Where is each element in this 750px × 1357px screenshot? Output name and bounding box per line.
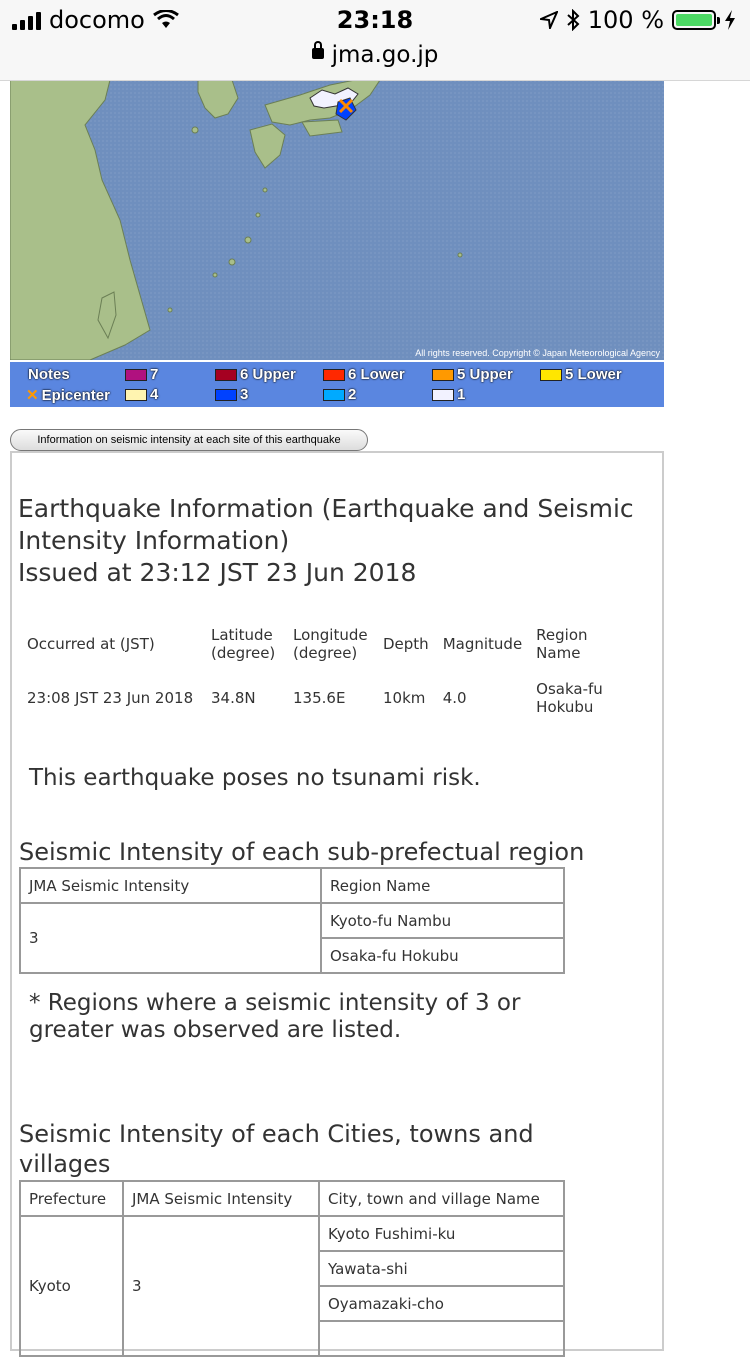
city-section-heading: Seismic Intensity of each Cities, towns and villages [19,1120,534,1178]
legend-item-4 [125,386,158,403]
region-intensity-table [19,867,565,974]
location-arrow-icon [540,11,558,29]
legend-epicenter [26,386,110,404]
status-icons [540,6,736,34]
battery-percent: 100 % [587,6,664,34]
cell-city-name: Oyamazaki-cho [319,1286,564,1321]
cell-city-name: Yawata-shi [319,1251,564,1286]
header-jma-intensity: JMA Seismic Intensity [123,1181,319,1216]
swatch-2 [323,389,345,401]
header-latitude: Latitude (degree) [211,626,276,662]
status-bar [0,0,750,81]
legend-label-7: 7 [150,366,159,383]
listing-note: * Regions where a seismic intensity of 3 or greater was observed are listed. [29,990,521,1043]
header-magnitude: Magnitude [442,635,523,653]
header-city-name: City, town and village Name [319,1181,564,1216]
battery-icon [672,10,716,30]
city-intensity-table [19,1180,565,1357]
bluetooth-icon [566,9,580,31]
earthquake-summary-table [20,622,643,720]
cell-intensity: 3 [20,903,321,973]
swatch-4 [125,389,147,401]
swatch-5-upper [432,369,454,381]
header-jma-intensity: JMA Seismic Intensity [20,868,321,903]
lock-icon [312,48,324,59]
legend-item-6-upper [215,366,296,383]
cell-occurred: 23:08 JST 23 Jun 2018 [27,689,194,707]
clock: 23:18 [336,6,414,34]
legend-label-6-upper: 6 Upper [240,366,296,383]
legend-item-3 [215,386,248,403]
title-issued-line: Issued at 23:12 JST 23 Jun 2018 [18,558,417,587]
table-header-row [20,622,643,666]
table-row [20,903,564,938]
legend-item-2 [323,386,356,403]
legend-label-6-lower: 6 Lower [348,366,405,383]
table-header-row [20,868,564,903]
legend-item-5-upper [432,366,513,383]
swatch-3 [215,389,237,401]
table-row [20,1216,564,1251]
swatch-1 [432,389,454,401]
swatch-6-lower [323,369,345,381]
legend-item-5-lower [540,366,622,383]
cell-city-name-empty [319,1321,564,1356]
header-region: Region Name [536,626,588,662]
site-intensity-info-button[interactable]: Information on seismic intensity at each site of this earthquake [10,429,368,451]
carrier-name: docomo [49,6,145,34]
header-prefecture: Prefecture [20,1181,123,1216]
legend-label-3: 3 [240,386,249,403]
swatch-6-upper [215,369,237,381]
cell-prefecture: Kyoto [20,1216,123,1356]
header-longitude: Longitude (degree) [293,626,368,662]
page-title [18,493,658,589]
table-header-row [20,1181,564,1216]
legend-label-5-lower: 5 Lower [565,366,622,383]
seismic-map [10,80,664,360]
header-occurred: Occurred at (JST) [27,635,155,653]
legend-label-5-upper: 5 Upper [457,366,513,383]
legend-item-6-lower [323,366,405,383]
legend-label-2: 2 [348,386,357,403]
region-section-heading: Seismic Intensity of each sub-prefectual region [19,838,585,866]
header-region-name: Region Name [321,868,564,903]
cell-city-name: Kyoto Fushimi-ku [319,1216,564,1251]
cell-region: Osaka-fu Hokubu [536,680,603,716]
charging-bolt-icon [724,10,736,30]
title-line-1: Earthquake Information (Earthquake and Seismic [18,494,634,523]
url-text: jma.go.jp [331,42,439,68]
cell-magnitude: 4.0 [442,689,467,707]
legend-epicenter-label: Epicenter [41,386,110,404]
legend-notes-label: Notes [28,366,70,383]
swatch-5-lower [540,369,562,381]
swatch-7 [125,369,147,381]
cell-longitude: 135.6E [293,689,346,707]
title-line-2: Intensity Information) [18,526,290,555]
cell-latitude: 34.8N [211,689,256,707]
cell-depth: 10km [383,689,426,707]
legend-label-1: 1 [457,386,466,403]
cell-region-name: Osaka-fu Hokubu [321,938,564,973]
map-copyright: All rights reserved. Copyright © Japan Meteorological Agency [415,348,660,358]
cell-region-name: Kyoto-fu Nambu [321,903,564,938]
map-legend [10,362,664,407]
cell-intensity: 3 [123,1216,319,1356]
address-bar[interactable] [0,42,750,68]
table-row [20,666,643,720]
epicenter-x-icon: ✕ [26,387,39,404]
legend-label-4: 4 [150,386,159,403]
legend-item-1 [432,386,465,403]
tsunami-notice: This earthquake poses no tsunami risk. [29,765,481,791]
legend-item-7 [125,366,158,383]
header-depth: Depth [383,635,429,653]
